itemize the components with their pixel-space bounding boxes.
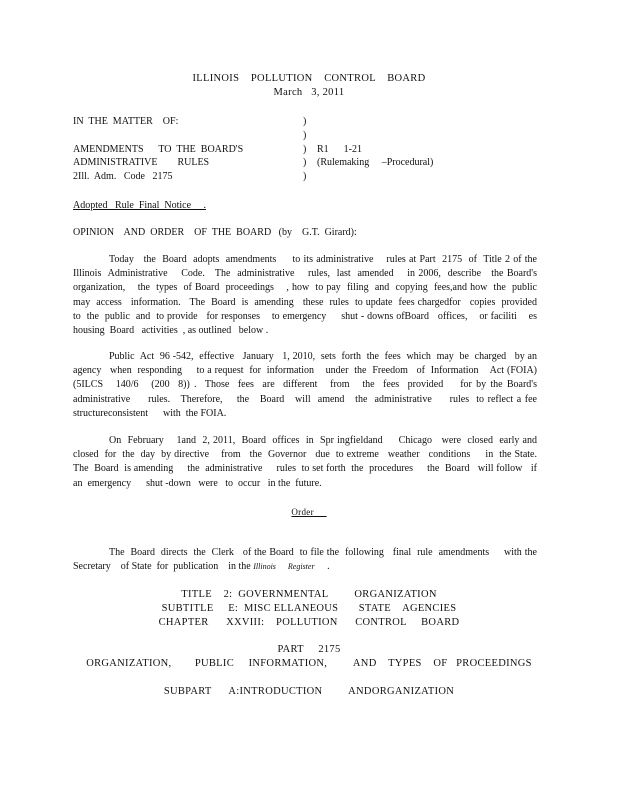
opinion-paragraph-2 [73,350,547,421]
caption-admin-rules: ADMINISTRATIVE RULES [73,157,210,168]
opinion-heading: OPINION AND ORDER OF THE BOARD (by G.T. Girard): [73,227,357,238]
caption-paren-4: ) [303,157,307,168]
paragraph-3-text: On February 1and 2, 2011, Board offices in Spr ingfieldand Chicago were closed early and closed for the day by directive from the Governor due to extreme weather conditions in the State. The Board is amending the administrative rules to set forth the procedures the Board will follow if an emergency shut -down were to occur in the future. [73,435,545,489]
order-paragraph [73,546,540,574]
chapter-line: CHAPTER XXVIII: POLLUTION CONTROL BOARD [158,617,460,628]
caption-paren-2: ) [303,130,307,141]
adopted-rule-notice: Adopted Rule Final Notice . [73,200,207,211]
subtitle-line: SUBTITLE E: MISC ELLANEOUS STATE AGENCIES [161,603,457,614]
order-paragraph-text: The Board directs the Clerk of the Board to file the following final rule amendments with the Secretary of State for publication in the [73,547,540,573]
paragraph-2-text: Public Act 96 -542, effective January 1, 2010, sets forth the fees which may be charged by an agency when responding to a request for information under the Freedom of Information Act (FOIA) (5ILCS 140/6 (200 8)) . Those fees are different from the fees provided for by the Board's administrative rules. Therefore, the Board will amend the administrative rules to reflect a fee structureconsistent with the FOIA. [73,351,547,419]
part-line: PART 2175 [277,644,341,655]
illinois-register-italic: Illinois Register [253,562,315,572]
opinion-paragraph-3 [73,434,545,491]
subpart-line: SUBPART A:INTRODUCTION ANDORGANIZATION [163,686,455,697]
opinion-paragraph-1 [73,253,547,338]
part-name-line: ORGANIZATION, PUBLIC INFORMATION, AND TYPES OF PROCEEDINGS [86,658,532,669]
title-line: TITLE 2: GOVERNMENTAL ORGANIZATION [181,589,437,600]
paragraph-1-text: Today the Board adopts amendments to its administrative rules at Part 2175 of Title 2 of the Illinois Administrative Code. The administrative rules, last amended in 2006, describe the Board's organization, the types of Board proceedings , how to pay filing and copying fees,and how the public may access information. The Board is amending these rules to update fees chargedfor copies provided to the public and to provide for responses to emergency shut - downs ofBoard offices, or faciliti es housing Board activities , as outlined below . [73,254,547,337]
caption-amendments: AMENDMENTS TO THE BOARD'S [73,144,244,155]
docket-number: R1 1-21 [317,144,362,155]
order-paragraph-end: . [314,561,330,573]
order-heading: Order [291,507,327,517]
caption-paren-5: ) [303,171,307,182]
caption-in-matter: IN THE MATTER OF: [73,116,179,127]
agency-heading: ILLINOIS POLLUTION CONTROL BOARD [192,73,426,84]
caption-paren-1: ) [303,116,307,127]
caption-paren-3: ) [303,144,307,155]
document-date: March 3, 2011 [273,87,345,98]
docket-type: (Rulemaking –Procedural) [317,157,434,168]
caption-code-cite: 2Ill. Adm. Code 2175 [73,171,173,182]
